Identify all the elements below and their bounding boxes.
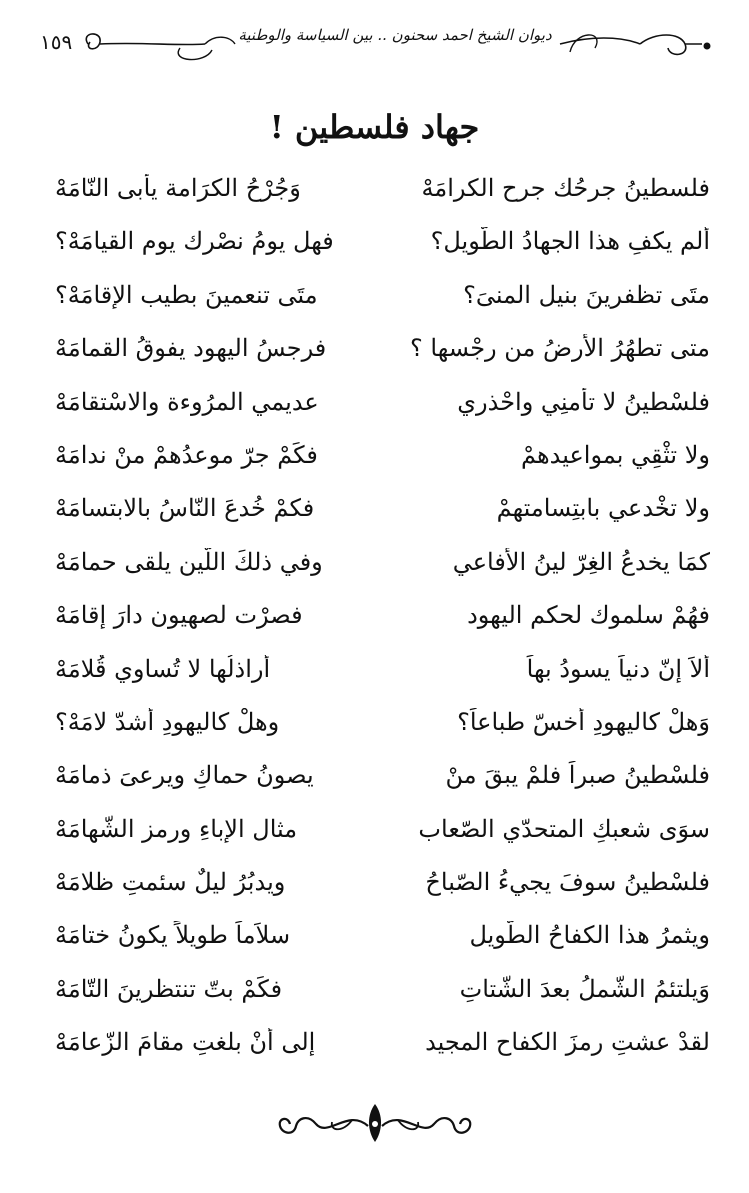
verse-first-hemistich: وَهلْ كاليهودِ أخسّ طباعاً؟	[457, 707, 710, 736]
verse	[55, 166, 710, 219]
verse-first-hemistich: سوَى شعبكِ المتحدّي الصّعاب	[418, 814, 710, 843]
poem-body	[55, 166, 710, 1074]
verse-first-hemistich: لقدْ عشتِ رمزَ الكفاحِ المجيد	[425, 1028, 710, 1057]
verse-second-hemistich: فرجسُ اليهود يفوقُ القمامَهْ	[55, 334, 327, 363]
verse-second-hemistich: وفي ذلكَ اللّين يلقى حمامَهْ	[55, 547, 323, 576]
verse-second-hemistich: فكمْ خُدعَ النّاسُ بالابتسامَهْ	[55, 494, 315, 523]
verse	[55, 647, 710, 700]
verse-second-hemistich: سلاَماً طويلاً يكونُ ختامَهْ	[55, 921, 291, 950]
verse	[55, 860, 710, 913]
verse-first-hemistich: أَلم يكفِ هذا الجهادُ الطّويل؟	[430, 227, 710, 256]
verse-second-hemistich: إلى أنْ بلغتِ مقامَ الزّعامَهْ	[55, 1028, 316, 1057]
poem-title: جهاد فلسطين !	[269, 108, 480, 146]
verse-second-hemistich: أراذلُها لا تُساوي قُلامَهْ	[55, 654, 271, 683]
verse-first-hemistich: ألاَ إنّ دنياَ يسودُ بهاَ	[526, 654, 710, 683]
page-header	[30, 22, 720, 70]
verse	[55, 380, 710, 433]
verse	[55, 486, 710, 539]
verse-second-hemistich: يصونُ حماكِ ويرعىَ ذمامَهْ	[55, 761, 314, 790]
verse-second-hemistich: ويدبُرُ ليلٌ سئمتِ ظلامَهْ	[55, 868, 286, 897]
running-title: ديوان الشيخ احمد سحنون .. بين السياسة والوطنية	[238, 26, 552, 44]
verse-second-hemistich: فكَمْ جرّ موعدُهمْ منْ ندامَهْ	[55, 440, 318, 469]
verse-first-hemistich: ولا تثْقِي بمواعيدهمْ	[520, 440, 710, 469]
verse-first-hemistich: فلسْطينُ سوفَ يجيءُ الصّباحُ	[425, 868, 710, 897]
verse-first-hemistich: فهُمْ سلموك لحكم اليهود	[467, 601, 710, 630]
verse	[55, 1020, 710, 1073]
verse-first-hemistich: وَيلتئمُ الشّملُ بعدَ الشّتاتِ	[459, 974, 710, 1003]
verse-second-hemistich: عديمي المرُوءة والاسْتقامَهْ	[55, 387, 319, 416]
verse-first-hemistich: متى تطهُرُ الأرضُ من رجْسها ؟	[410, 334, 710, 363]
verse-second-hemistich: مثالِ الإباءِ ورمزِ الشّهامَهْ	[55, 814, 298, 843]
footer-ornament	[268, 1098, 482, 1148]
verse-second-hemistich: فهل يومُ نصْرِك يوم القيامَهْ؟	[55, 227, 334, 256]
verse-second-hemistich: فصرْت لصهيون دارَ إقامَهْ	[55, 601, 303, 630]
verse	[55, 219, 710, 272]
verse-first-hemistich: ولا تخْدعي بابتِسامتهمْ	[496, 494, 710, 523]
verse	[55, 593, 710, 646]
verse-second-hemistich: فكَمْ بتّ تنتظرينَ التّامَهْ	[55, 974, 283, 1003]
verse	[55, 540, 710, 593]
verse-first-hemistich: فلسْطينُ لا تأمنِي واحْذري	[457, 387, 710, 416]
verse-first-hemistich: متَى تظفرينَ بنيل المنىَ؟	[463, 280, 710, 309]
verse	[55, 700, 710, 753]
verse-first-hemistich: كمَا يخدعُ الغِرّ لينُ الأفاعي	[452, 547, 710, 576]
verse-first-hemistich: ويثمرُ هذا الكفاحُ الطّويل	[469, 921, 710, 950]
verse	[55, 913, 710, 966]
verse-second-hemistich: متَى تنعمينَ بطيب الإقامَهْ؟	[55, 280, 318, 309]
verse	[55, 326, 710, 379]
verse-second-hemistich: وهلْ كاليهودِ أشدّ لامَهْ؟	[55, 707, 280, 736]
page-number: ١٥٩	[40, 30, 73, 54]
verse	[55, 807, 710, 860]
verse	[55, 753, 710, 806]
verse-second-hemistich: وَجُرْحُ الكرَامة يأْبى النّامَهْ	[55, 174, 301, 202]
verse	[55, 273, 710, 326]
verse-first-hemistich: فلسطينُ جرحُك جرح الكرامَهْ	[421, 174, 710, 202]
verse-first-hemistich: فلسْطينُ صبراً فلمْ يبقَ منْ	[445, 761, 710, 790]
verse	[55, 433, 710, 486]
verse	[55, 967, 710, 1020]
